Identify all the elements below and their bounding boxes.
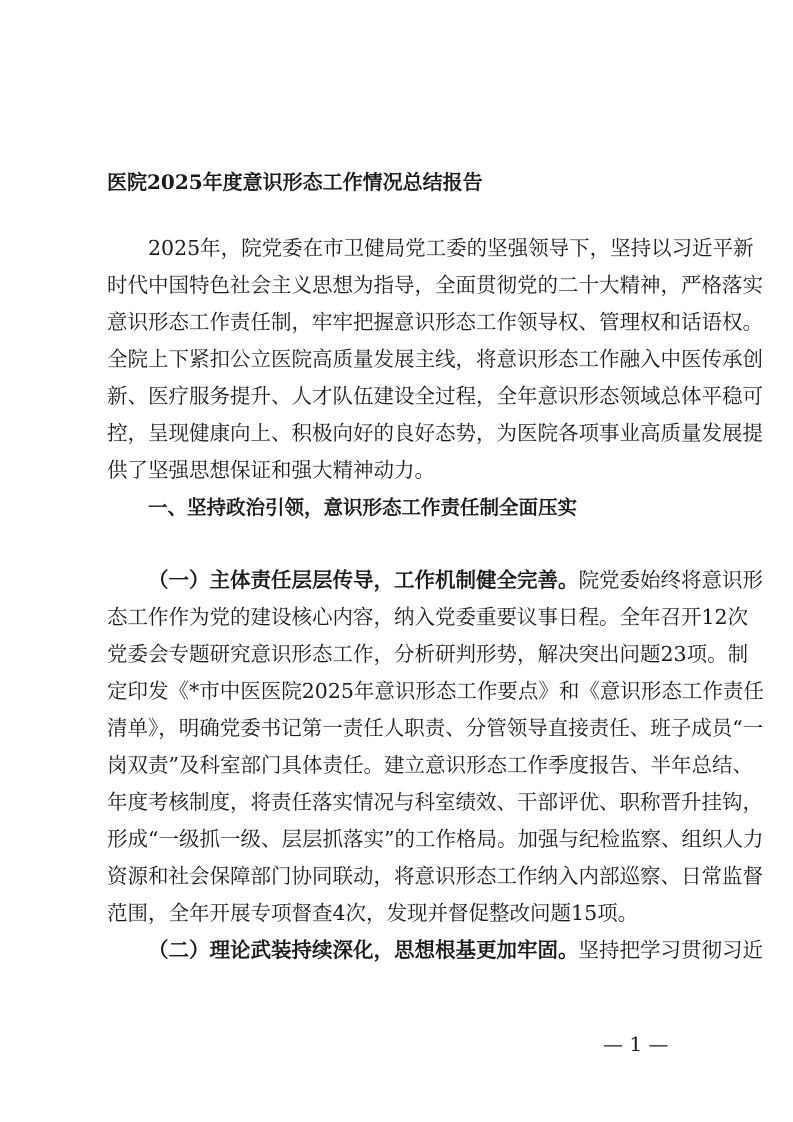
text-span: 院党委始终将意识形 xyxy=(578,568,763,592)
text-line: 定印发《*市中医医院2025年意识形态工作要点》和《意识形态工作责任 xyxy=(107,679,764,703)
text-line: 供了坚强思想保证和强大精神动力。 xyxy=(107,458,435,482)
text-line xyxy=(107,562,763,599)
text-line: 范围，全年开展专项督查4次，发现并督促整改问题15项。 xyxy=(107,901,639,925)
text-span: 坚持把学习贯彻习近 xyxy=(578,938,763,962)
intro-paragraph xyxy=(107,230,763,526)
text-line: 形成“一级抓一级、层层抓落实”的工作格局。加强与纪检监察、组织人力 xyxy=(107,827,764,851)
text-line: 意识形态工作责任制，牢牢把握意识形态工作领导权、管理权和话语权。 xyxy=(107,310,763,334)
text-line: 2025年，院党委在市卫健局党工委的坚强领导下，坚持以习近平新 xyxy=(148,236,754,260)
text-line xyxy=(107,932,763,969)
text-line: 资源和社会保障部门协同联动，将意识形态工作纳入内部巡察、日常监督 xyxy=(107,864,763,888)
text-line: 全院上下紧扣公立医院高质量发展主线，将意识形态工作融入中医传承创 xyxy=(107,347,763,371)
text-line: 清单》，明确党委书记第一责任人职责、分管领导直接责任、班子成员“一 xyxy=(107,716,764,740)
section-heading: 一、坚持政治引领，意识形态工作责任制全面压实 xyxy=(148,496,578,519)
page-number: — 1 — xyxy=(603,1032,669,1056)
subsection-lead: （二）理论武装持续深化，思想根基更加牢固。 xyxy=(148,938,579,962)
subsection-lead: （一）主体责任层层传导，工作机制健全完善。 xyxy=(148,568,579,592)
text-line: 党委会专题研究意识形态工作，分析研判形势，解决突出问题23项。制 xyxy=(107,642,749,666)
text-line: 时代中国特色社会主义思想为指导，全面贯彻党的二十大精神，严格落实 xyxy=(107,273,763,297)
text-line: 新、医疗服务提升、人才队伍建设全过程，全年意识形态领域总体平稳可 xyxy=(107,384,763,408)
text-line: 年度考核制度，将责任落实情况与科室绩效、干部评优、职称晋升挂钩， xyxy=(107,790,763,814)
text-line: 控，呈现健康向上、积极向好的良好态势，为医院各项事业高质量发展提 xyxy=(107,421,763,445)
subsection-1 xyxy=(107,562,764,969)
document-title: 医院2025年度意识形态工作情况总结报告 xyxy=(107,170,483,194)
text-line: 态工作作为党的建设核心内容，纳入党委重要议事日程。全年召开12次 xyxy=(107,605,749,629)
text-line: 岗双责”及科室部门具体责任。建立意识形态工作季度报告、半年总结、 xyxy=(107,753,753,777)
